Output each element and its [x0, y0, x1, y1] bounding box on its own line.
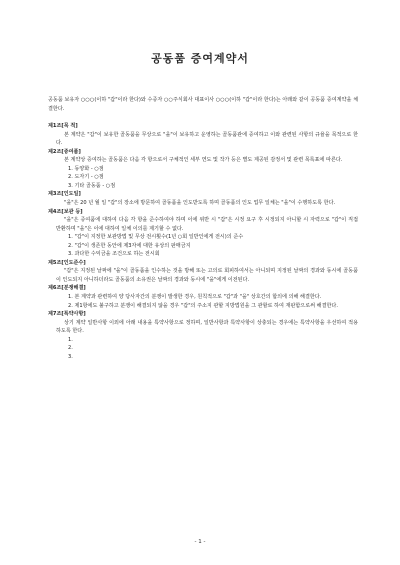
article-7: [48, 310, 358, 361]
intro-paragraph: 공동품 보유자 ○○○(이하 "갑"이라 한다)와 수증자 ○○주식회사 대표이사 ○○○(이하 "갑"이라 한다)는 아래와 같이 공동품 증여계약을 체결한다.: [48, 97, 358, 112]
article-6: [48, 284, 358, 310]
article-item: 2. 제1항에도 불구하고 분쟁이 해결되지 않을 경우 "갑"의 주소지 관할 지방법원을 그 관할로 하여 재판함으로써 해결한다.: [68, 302, 338, 309]
article-body: 본 계약상 증여하는 골동품은 다음 각 항으로서 구체적인 세부 연도 및 작가 등은 별도 제공된 감정서 및 관련 목록표에 따른다.: [64, 157, 343, 164]
article-heading: 제1조[목 적]: [48, 123, 78, 130]
article-items: [48, 293, 358, 310]
article-items: [48, 165, 358, 191]
article-2: [48, 148, 358, 191]
article-item: 2.: [68, 345, 73, 352]
article-body: 본 계약은 "갑"이 보유한 골동품을 무상으로 "을"이 보유하고 운영하는 골동품관에 증여하고 이와 관련된 사항의 규율을 목적으로 한다.: [56, 131, 358, 147]
document-body: [48, 96, 358, 361]
article-item: 1. "갑"이 지정한 보관방법 및 무상 전시횟수(1년 ○회 일반인에게 전시)의 준수: [68, 234, 244, 241]
article-heading: 제3조[인도일]: [48, 191, 81, 198]
article-item: 1. 동양화 - ○점: [68, 165, 104, 172]
article-items: [48, 336, 358, 362]
document-title: 공동품 증여계약서: [151, 52, 249, 65]
article-item: 1. 본 계약과 관련하여 양 당사자간의 분쟁이 발생한 경우, 원칙적으로 "갑"과 "을" 상호간의 합의에 의해 해결한다.: [68, 294, 322, 301]
article-item: 3.: [68, 353, 73, 360]
article-items: [48, 233, 358, 259]
article-body: "갑"은 지정된 날짜에 "을"이 골동품을 인수하는 것을 방해 또는 고의로 회피하여서는 아니되며 지정된 날짜의 경과와 동시에 골동품이 인도되지 아니하더라도 골동품의 소유권은 날짜의 경과와 동시에 "을"에게 이전된다.: [56, 268, 358, 283]
page-number: - 1 -: [194, 539, 206, 545]
article-heading: 제7조[특약사항]: [48, 311, 86, 318]
article-body: "을"은 20 년 월 일 "갑"의 장소에 방문하여 골동품을 인도받도록 하며 골동품의 인도 업무 일체는 "을"이 수행하도록 한다.: [64, 200, 336, 207]
article-3: [48, 190, 358, 207]
article-item: 3. 과다한 수익금을 조건으로 하는 전시회: [68, 251, 160, 258]
article-body: "을"은 증여품에 대하여 다음 각 항을 준수하여야 하며 이에 위반 시 "갑"은 시정 요구 후 시정되지 아니할 시 자력으로 "갑"이 직접 반환하며 "을"은 이에 대하여 일체 이의를 제기할 수 없다.: [56, 217, 358, 232]
article-item: 2. 도자기 - ○점: [68, 174, 104, 181]
article-heading: 제2조[증여품]: [48, 148, 81, 155]
article-item: 1.: [68, 336, 73, 343]
article-heading: 제6조[분쟁해결]: [48, 285, 86, 292]
article-list: [48, 122, 358, 361]
article-heading: 제4조[보관 등]: [48, 208, 83, 215]
article-heading: 제5조[인도준수]: [48, 259, 86, 266]
article-1: [48, 122, 358, 148]
article-item: 2. "갑"이 생존한 동안에 제3자에 대한 유상의 판매금지: [68, 242, 191, 249]
article-body: 상기 계약 일반사항 이외에 아래 내용을 특약사항으로 정하며, 일반사항과 특약사항이 상충되는 경우에는 특약사항을 우선하여 적용하도록 한다.: [56, 319, 358, 335]
article-5: [48, 259, 358, 285]
article-4: [48, 208, 358, 259]
article-item: 3. 기타 골동품 - ○점: [68, 182, 116, 189]
